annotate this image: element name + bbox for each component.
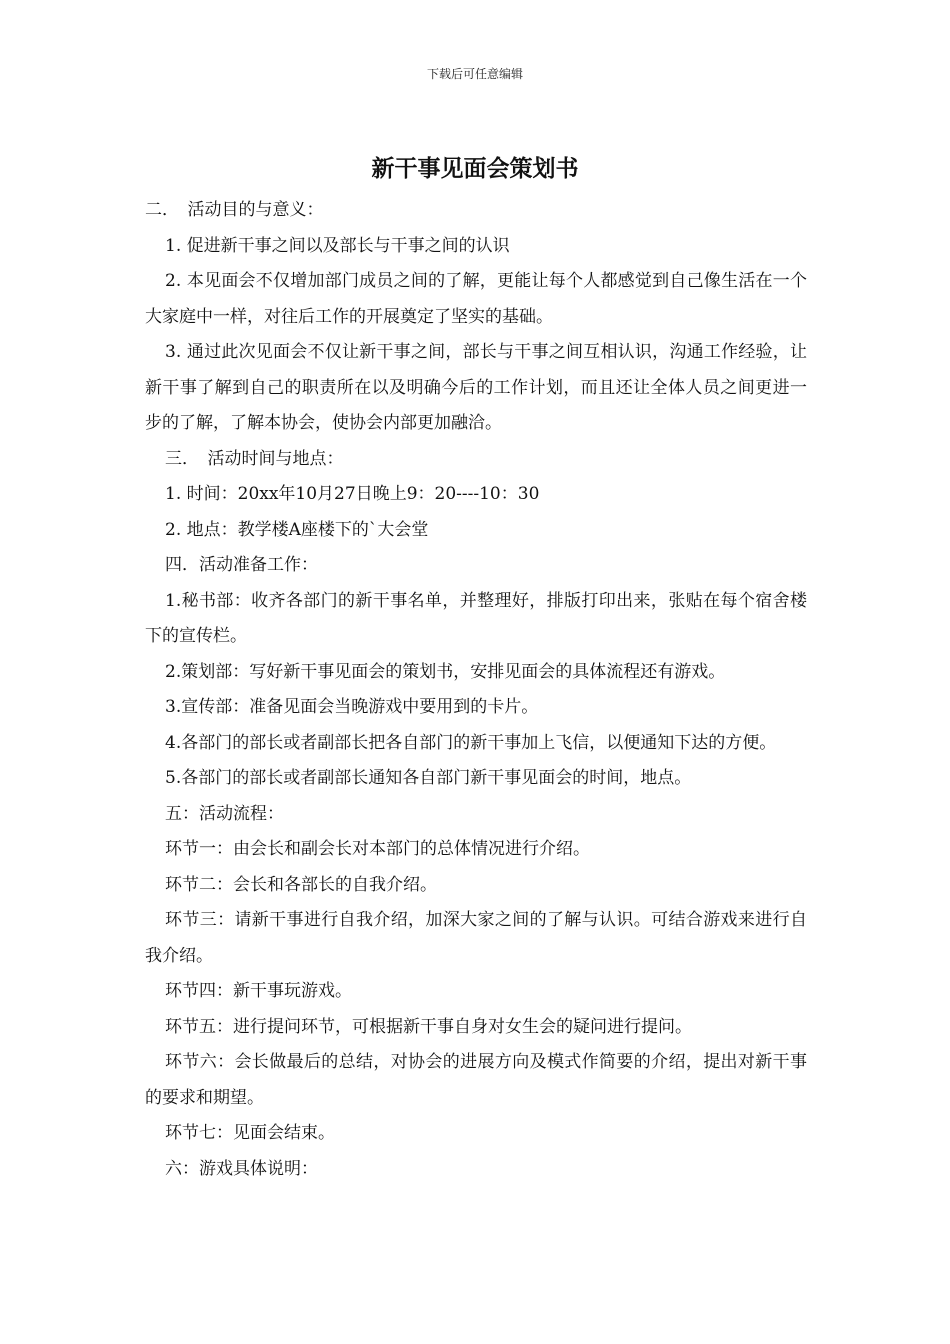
preparation-item-3: 3.宣传部：准备见面会当晚游戏中要用到的卡片。 — [165, 697, 539, 717]
preparation-item-1: 1.秘书部：收齐各部门的新干事名单，并整理好，排版打印出来，张贴在每个宿舍楼下的宣传栏。 — [145, 590, 807, 646]
section-heading-purpose: 二． 活动目的与意义： — [145, 200, 324, 220]
section-heading-games: 六：游戏具体说明： — [165, 1158, 318, 1179]
section-heading-process: 五：活动流程： — [165, 803, 284, 824]
purpose-item-2: 2. 本见面会不仅增加部门成员之间的了解，更能让每个人都感觉到自己像生活在一个大家庭中一样，对往后工作的开展奠定了坚实的基础。 — [145, 271, 807, 327]
process-step-4: 环节四：新干事玩游戏。 — [165, 981, 352, 1001]
process-step-7: 环节七：见面会结束。 — [165, 1123, 335, 1143]
process-step-6: 环节六：会长做最后的总结，对协会的进展方向及模式作简要的介绍，提出对新干事的要求和期望。 — [145, 1052, 807, 1108]
process-step-1: 环节一：由会长和副会长对本部门的总体情况进行介绍。 — [165, 839, 590, 859]
time-item: 1. 时间：20xx年10月27日晚上9：20----10：30 — [165, 484, 540, 504]
section-heading-time-place: 三． 活动时间与地点： — [165, 448, 344, 469]
preparation-item-2: 2.策划部：写好新干事见面会的策划书，安排见面会的具体流程还有游戏。 — [165, 661, 726, 682]
process-step-5: 环节五：进行提问环节，可根据新干事自身对女生会的疑问进行提问。 — [165, 1016, 692, 1037]
document-title: 新干事见面会策划书 — [371, 155, 579, 182]
document-body — [145, 193, 807, 1187]
preparation-item-4: 4.各部门的部长或者副部长把各自部门的新干事加上飞信，以便通知下达的方便。 — [165, 732, 777, 753]
purpose-item-3: 3. 通过此次见面会不仅让新干事之间，部长与干事之间互相认识，沟通工作经验，让新干事了解到自己的职责所在以及明确今后的工作计划，而且还让全体人员之间更进一步的了解，了解本协会，使协会内部更加融洽。 — [145, 342, 807, 433]
place-item: 2. 地点：教学楼A座楼下的`大会堂 — [165, 519, 429, 540]
section-heading-preparation: 四．活动准备工作： — [165, 555, 318, 575]
page-header-note: 下载后可任意编辑 — [426, 67, 523, 81]
preparation-item-5: 5.各部门的部长或者副部长通知各自部门新干事见面会的时间，地点。 — [165, 768, 692, 788]
process-step-3: 环节三：请新干事进行自我介绍，加深大家之间的了解与认识。可结合游戏来进行自我介绍。 — [145, 910, 807, 966]
purpose-item-1: 1. 促进新干事之间以及部长与干事之间的认识 — [165, 235, 510, 256]
process-step-2: 环节二：会长和各部长的自我介绍。 — [165, 874, 437, 895]
